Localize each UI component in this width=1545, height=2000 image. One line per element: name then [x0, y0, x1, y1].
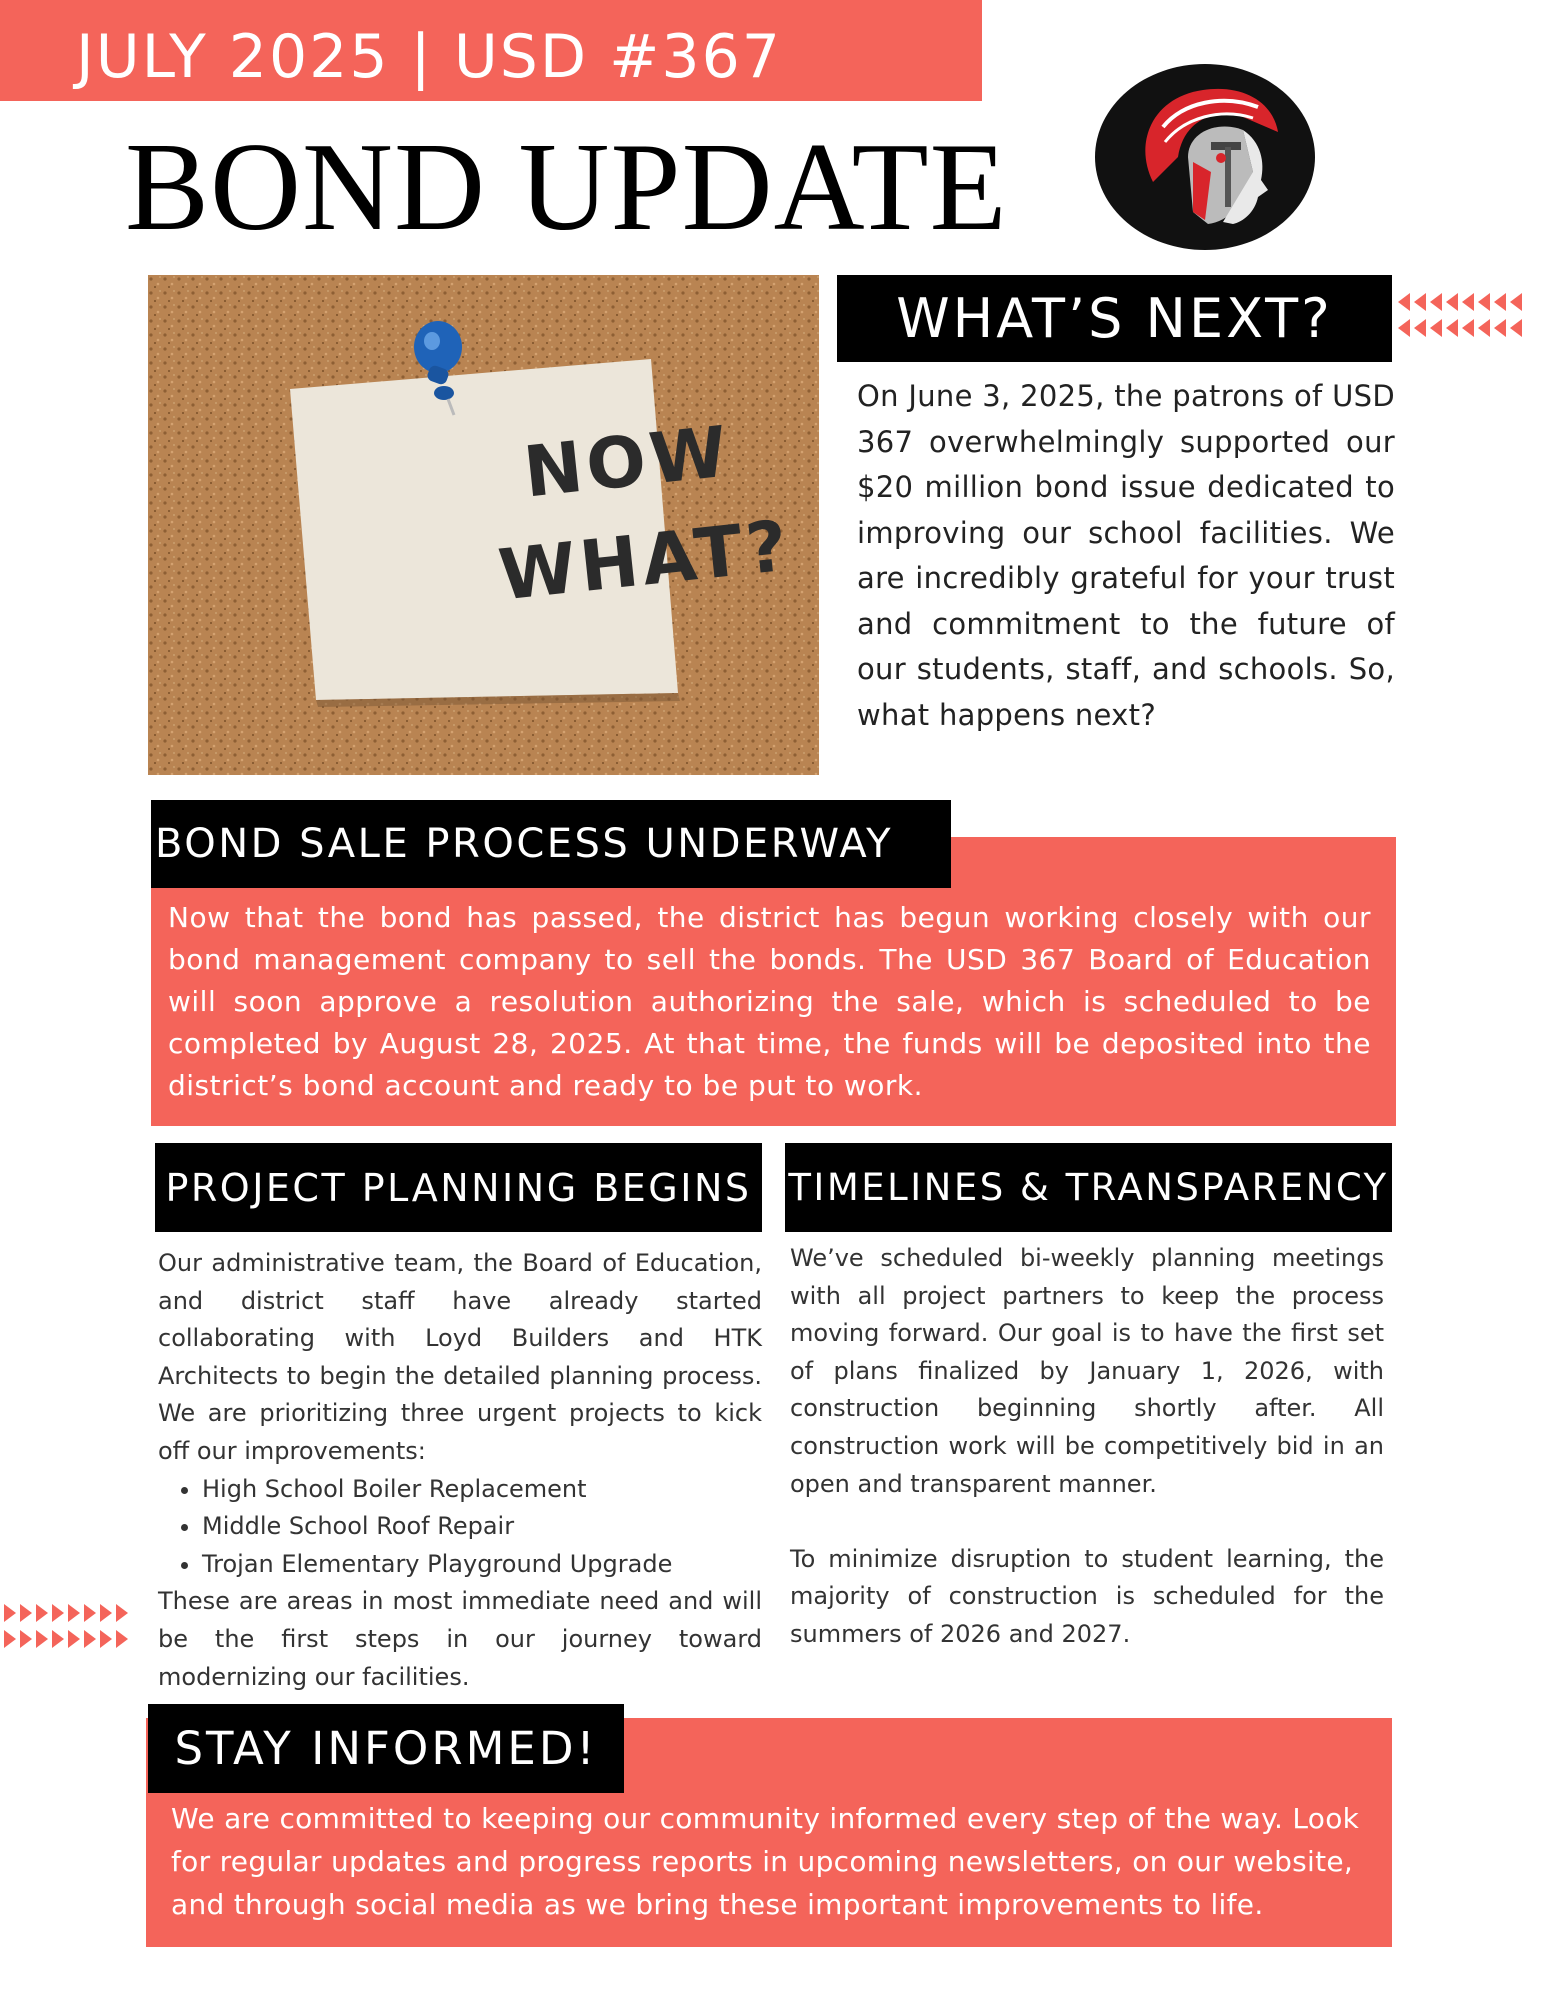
whats-next-heading: WHAT’S NEXT? — [837, 275, 1392, 362]
list-item: • Trojan Elementary Playground Upgrade — [202, 1546, 762, 1584]
stay-informed-heading: STAY INFORMED! — [148, 1704, 624, 1793]
project-planning-body — [158, 1245, 762, 1696]
bond-sale-heading: BOND SALE PROCESS UNDERWAY — [151, 800, 951, 888]
note-text-line1: NOW — [520, 410, 735, 514]
project-planning-intro: Our administrative team, the Board of Education, and district staff have already started collaborating with Loyd Builders and HTK Architects to begin the detailed planning process. We are prioritizing three urgent projects to kick off our improvements: — [158, 1249, 762, 1465]
timelines-body — [790, 1240, 1384, 1654]
project-planning-outro: These are areas in most immediate need and will be the first steps in our journey toward modernizing our facilities. — [158, 1587, 762, 1691]
trojan-helmet-icon — [1093, 62, 1317, 252]
decorative-arrows-right-icon — [4, 1604, 128, 1648]
project-planning-heading: PROJECT PLANNING BEGINS — [155, 1143, 762, 1232]
date-banner-text: JULY 2025 | USD #367 — [76, 22, 782, 92]
timelines-paragraph-2: To minimize disruption to student learning, the majority of construction is scheduled for the summers of 2026 and 2027. — [790, 1544, 1384, 1648]
priority-projects-list — [158, 1471, 762, 1584]
list-item: • Middle School Roof Repair — [202, 1508, 762, 1546]
stay-informed-body: We are committed to keeping our community informed every step of the way. Look for regular updates and progress reports in upcoming newsletters, on our website, and through social media as we bring these important improvements to life. — [171, 1802, 1360, 1921]
list-item: • High School Boiler Replacement — [202, 1471, 762, 1509]
decorative-arrows-left-icon — [1398, 293, 1522, 337]
note-text-line2: WHAT? — [495, 504, 795, 617]
timelines-heading: TIMELINES & TRANSPARENCY — [785, 1143, 1392, 1232]
timelines-paragraph-1: We’ve scheduled bi-weekly planning meetings with all project partners to keep the process moving forward. Our goal is to have the first set of plans finalized by January 1, 2026, with construction beginning shortly after. All construction work will be competitively bid in an open and transparent manner. — [790, 1244, 1384, 1498]
page-title: BOND UPDATE — [125, 118, 1008, 257]
bond-sale-body: Now that the bond has passed, the district has begun working closely with our bond management company to sell the bonds. The USD 367 Board of Education will soon approve a resolution authorizing the sale, which is scheduled to be completed by August 28, 2025. At that time, the funds will be deposited into the district’s bond account and ready to be put to work. — [168, 901, 1371, 1102]
whats-next-body: On June 3, 2025, the patrons of USD 367 overwhelmingly supported our $20 million bond issue dedicated to improving our school facilities. We are incredibly grateful for your trust and commitment to the future of our students, staff, and schools. So, what happens next? — [857, 379, 1395, 732]
